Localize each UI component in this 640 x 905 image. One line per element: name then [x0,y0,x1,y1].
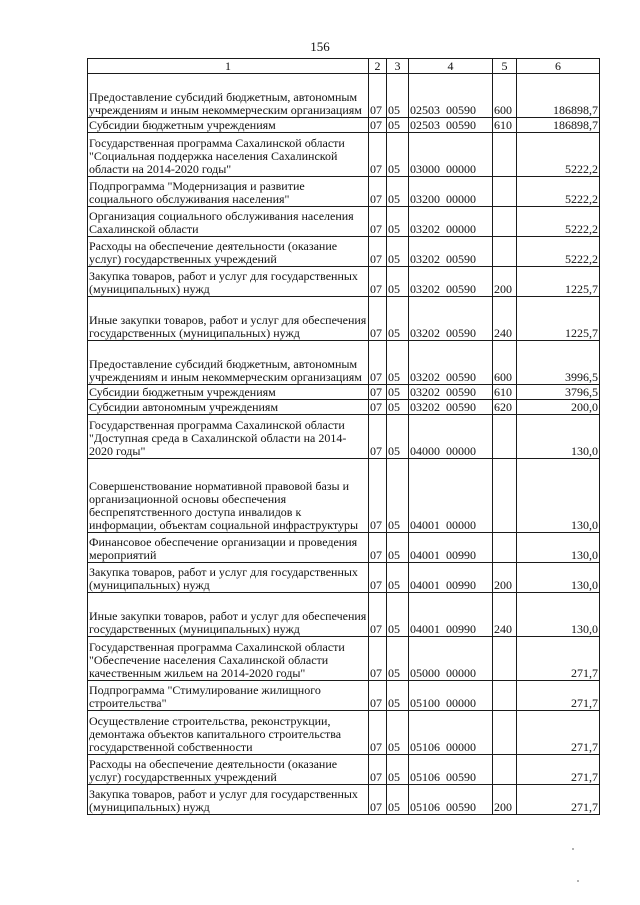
row-sum: 271,7 [517,755,600,785]
row-sum: 271,7 [517,681,600,711]
row-name: Государственная программа Сахалинской области "Доступная среда в Сахалинской области на 2014-2020 годы" [88,415,369,459]
row-section: 07 [369,267,387,297]
row-sum: 186898,7 [517,74,600,118]
row-sum: 130,0 [517,563,600,593]
row-target-article: 05106 00590 [409,755,493,785]
row-section: 07 [369,711,387,755]
row-sum: 5222,2 [517,237,600,267]
row-name: Расходы на обеспечение деятельности (оказание услуг) государственных учреждений [88,755,369,785]
row-target-article: 03202 00590 [409,297,493,341]
row-sum: 271,7 [517,785,600,815]
row-section: 07 [369,297,387,341]
row-name: Закупка товаров, работ и услуг для государственных (муниципальных) нужд [88,785,369,815]
row-section: 07 [369,177,387,207]
table-row [88,177,600,207]
row-sum: 1225,7 [517,297,600,341]
row-target-article: 03000 00000 [409,133,493,177]
row-sum: 271,7 [517,711,600,755]
table-row [88,459,600,533]
table-row [88,400,600,415]
row-expense-type [493,755,517,785]
table-row [88,237,600,267]
row-sum: 5222,2 [517,207,600,237]
row-sum: 130,0 [517,593,600,637]
table-row [88,133,600,177]
row-expense-type: 610 [493,118,517,133]
table-row [88,711,600,755]
row-target-article: 03202 00590 [409,267,493,297]
row-name: Субсидии автономным учреждениям [88,400,369,415]
table-row [88,785,600,815]
page-number: 156 [310,39,330,54]
table-row [88,563,600,593]
row-section: 07 [369,133,387,177]
header-col-expense-type: 5 [493,59,517,74]
row-subsection: 05 [387,681,409,711]
row-name: Государственная программа Сахалинской области "Обеспечение населения Сахалинской области качественным жильем на 2014-2020 годы" [88,637,369,681]
table-row [88,118,600,133]
row-section: 07 [369,533,387,563]
row-expense-type [493,459,517,533]
row-sum: 130,0 [517,459,600,533]
table-row [88,415,600,459]
table-row [88,681,600,711]
row-subsection: 05 [387,341,409,385]
row-section: 07 [369,415,387,459]
scan-speck [572,848,574,850]
row-target-article: 04001 00000 [409,459,493,533]
row-section: 07 [369,755,387,785]
row-target-article: 02503 00590 [409,118,493,133]
row-name: Закупка товаров, работ и услуг для государственных (муниципальных) нужд [88,267,369,297]
row-expense-type: 600 [493,74,517,118]
table-row [88,297,600,341]
table-header-row [88,59,600,74]
row-section: 07 [369,681,387,711]
table-row [88,341,600,385]
row-sum: 3796,5 [517,385,600,400]
table-row [88,533,600,563]
row-name: Государственная программа Сахалинской области "Социальная поддержка населения Сахалинской области на 2014-2020 годы" [88,133,369,177]
row-name: Финансовое обеспечение организации и проведения мероприятий [88,533,369,563]
row-subsection: 05 [387,533,409,563]
table-row [88,755,600,785]
row-name: Предоставление субсидий бюджетным, автономным учреждениям и иным некоммерческим организациям [88,341,369,385]
row-expense-type [493,177,517,207]
header-col-name: 1 [88,59,369,74]
table-row [88,385,600,400]
row-subsection: 05 [387,400,409,415]
row-target-article: 05100 00000 [409,681,493,711]
row-section: 07 [369,207,387,237]
row-subsection: 05 [387,593,409,637]
row-expense-type [493,637,517,681]
row-expense-type [493,415,517,459]
row-expense-type: 200 [493,267,517,297]
row-subsection: 05 [387,385,409,400]
row-subsection: 05 [387,133,409,177]
table-row [88,637,600,681]
row-sum: 5222,2 [517,177,600,207]
row-expense-type: 600 [493,341,517,385]
table-row [88,593,600,637]
row-expense-type [493,133,517,177]
row-expense-type: 240 [493,297,517,341]
row-name: Предоставление субсидий бюджетным, автономным учреждениям и иным некоммерческим организациям [88,74,369,118]
row-subsection: 05 [387,415,409,459]
row-name: Иные закупки товаров, работ и услуг для обеспечения государственных (муниципальных) нужд [88,593,369,637]
row-sum: 5222,2 [517,133,600,177]
row-target-article: 05000 00000 [409,637,493,681]
row-sum: 130,0 [517,415,600,459]
row-expense-type: 200 [493,785,517,815]
row-target-article: 03200 00000 [409,177,493,207]
row-expense-type [493,533,517,563]
row-subsection: 05 [387,237,409,267]
row-subsection: 05 [387,297,409,341]
header-col-sum: 6 [517,59,600,74]
row-section: 07 [369,459,387,533]
row-subsection: 05 [387,177,409,207]
row-section: 07 [369,74,387,118]
row-name: Подпрограмма "Модернизация и развитие социального обслуживания населения" [88,177,369,207]
row-subsection: 05 [387,711,409,755]
row-section: 07 [369,593,387,637]
row-section: 07 [369,400,387,415]
budget-table [87,58,600,815]
row-target-article: 03202 00590 [409,341,493,385]
row-subsection: 05 [387,267,409,297]
row-expense-type: 200 [493,563,517,593]
row-subsection: 05 [387,74,409,118]
row-sum: 186898,7 [517,118,600,133]
scan-speck [577,880,579,882]
row-sum: 1225,7 [517,267,600,297]
row-target-article: 03202 00590 [409,385,493,400]
row-expense-type [493,207,517,237]
row-target-article: 02503 00590 [409,74,493,118]
row-subsection: 05 [387,459,409,533]
row-section: 07 [369,563,387,593]
row-sum: 271,7 [517,637,600,681]
header-col-target-article: 4 [409,59,493,74]
row-subsection: 05 [387,755,409,785]
row-subsection: 05 [387,118,409,133]
row-target-article: 03202 00590 [409,400,493,415]
row-section: 07 [369,785,387,815]
row-expense-type: 610 [493,385,517,400]
row-sum: 130,0 [517,533,600,563]
row-expense-type [493,711,517,755]
row-name: Субсидии бюджетным учреждениям [88,385,369,400]
row-section: 07 [369,385,387,400]
row-name: Иные закупки товаров, работ и услуг для обеспечения государственных (муниципальных) нужд [88,297,369,341]
row-section: 07 [369,637,387,681]
row-subsection: 05 [387,637,409,681]
header-col-subsection: 3 [387,59,409,74]
row-section: 07 [369,341,387,385]
row-target-article: 05106 00000 [409,711,493,755]
row-name: Расходы на обеспечение деятельности (оказание услуг) государственных учреждений [88,237,369,267]
row-name: Субсидии бюджетным учреждениям [88,118,369,133]
row-subsection: 05 [387,563,409,593]
row-name: Совершенствование нормативной правовой базы и организационной основы обеспечения беспрепятственного доступа инвалидов к информации, объектам социальной инфраструктуры [88,459,369,533]
table-row [88,267,600,297]
row-expense-type [493,681,517,711]
row-name: Подпрограмма "Стимулирование жилищного строительства" [88,681,369,711]
row-sum: 200,0 [517,400,600,415]
row-target-article: 04000 00000 [409,415,493,459]
row-target-article: 04001 00990 [409,533,493,563]
row-target-article: 05106 00590 [409,785,493,815]
row-expense-type: 620 [493,400,517,415]
row-target-article: 03202 00000 [409,207,493,237]
table-row [88,74,600,118]
row-section: 07 [369,237,387,267]
row-target-article: 03202 00590 [409,237,493,267]
row-section: 07 [369,118,387,133]
row-target-article: 04001 00990 [409,563,493,593]
table-row [88,207,600,237]
row-name: Организация социального обслуживания населения Сахалинской области [88,207,369,237]
row-expense-type [493,237,517,267]
row-target-article: 04001 00990 [409,593,493,637]
row-subsection: 05 [387,785,409,815]
header-col-section: 2 [369,59,387,74]
row-expense-type: 240 [493,593,517,637]
row-sum: 3996,5 [517,341,600,385]
row-name: Осуществление строительства, реконструкции, демонтажа объектов капитального строительства государственной собственности [88,711,369,755]
row-subsection: 05 [387,207,409,237]
row-name: Закупка товаров, работ и услуг для государственных (муниципальных) нужд [88,563,369,593]
